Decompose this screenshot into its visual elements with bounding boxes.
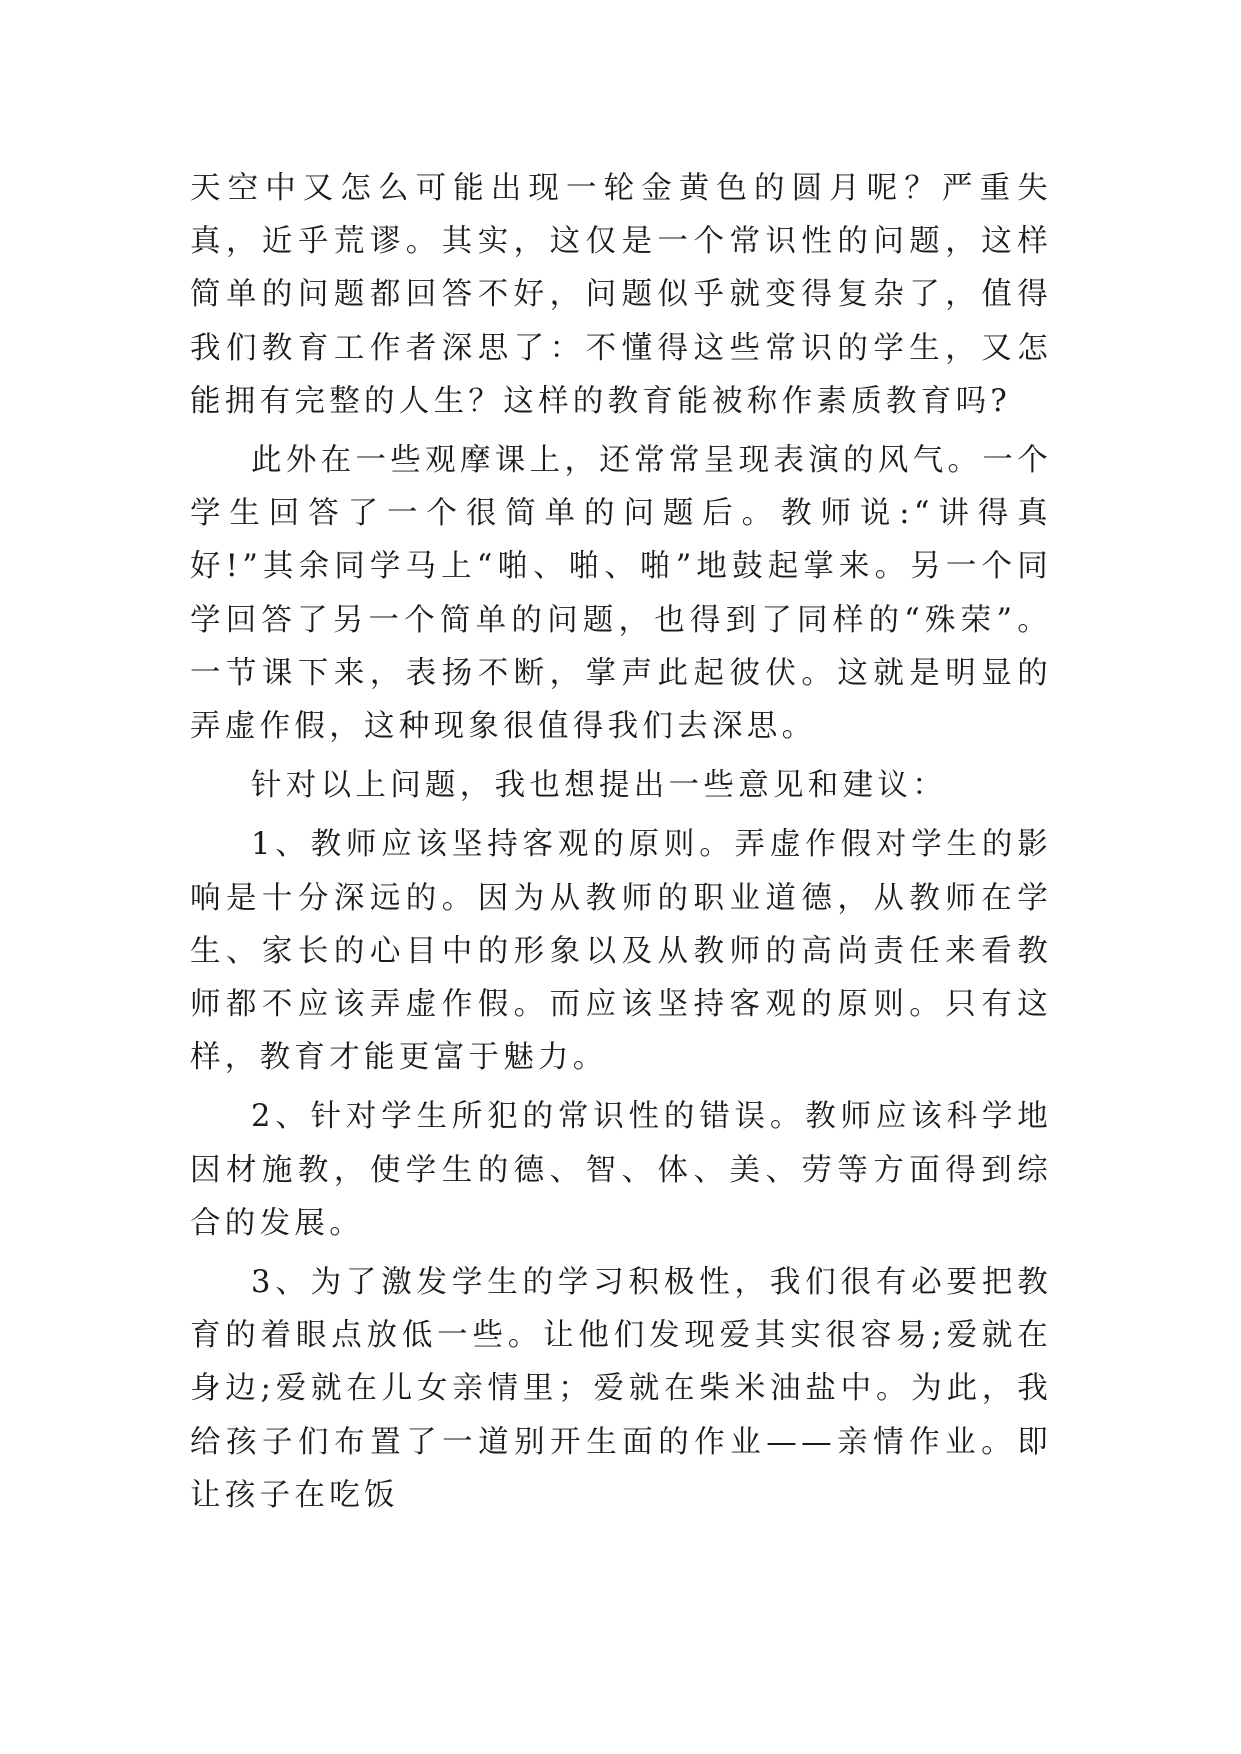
- document-body: [190, 162, 1052, 1522]
- paragraph-5: 2、针对学生所犯的常识性的错误。教师应该科学地因材施教，使学生的德、智、体、美、劳等方面得到综合的发展。: [190, 1099, 1052, 1241]
- paragraph-4: 1、教师应该坚持客观的原则。弄虚作假对学生的影响是十分深远的。因为从教师的职业道德，从教师在学生、家长的心目中的形象以及从教师的高尚责任来看教师都不应该弄虚作假。而应该坚持客观的原则。只有这样，教育才能更富于魅力。: [190, 827, 1052, 1076]
- paragraph-6: 3、为了激发学生的学习积极性，我们很有必要把教育的着眼点放低一些。让他们发现爱其实很容易;爱就在身边;爱就在儿女亲情里；爱就在柴米油盐中。为此，我给孩子们布置了一道别开生面的作业——亲情作业。即让孩子在吃饭: [190, 1265, 1052, 1513]
- paragraph-2: 此外在一些观摩课上，还常常呈现表演的风气。一个学生回答了一个很简单的问题后。教师说:“讲得真好!”其余同学马上“啪、啪、啪”地鼓起掌来。另一个同学回答了另一个简单的问题，也得到了同样的“殊荣”。一节课下来，表扬不断，掌声此起彼伏。这就是明显的弄虚作假，这种现象很值得我们去深思。: [190, 443, 1052, 745]
- paragraph-1: 天空中又怎么可能出现一轮金黄色的圆月呢？严重失真，近乎荒谬。其实，这仅是一个常识性的问题，这样简单的问题都回答不好，问题似乎就变得复杂了，值得我们教育工作者深思了：不懂得这些常识的学生，又怎能拥有完整的人生？这样的教育能被称作素质教育吗?: [190, 171, 1052, 419]
- paragraph-3: 针对以上问题，我也想提出一些意见和建议：: [251, 768, 947, 804]
